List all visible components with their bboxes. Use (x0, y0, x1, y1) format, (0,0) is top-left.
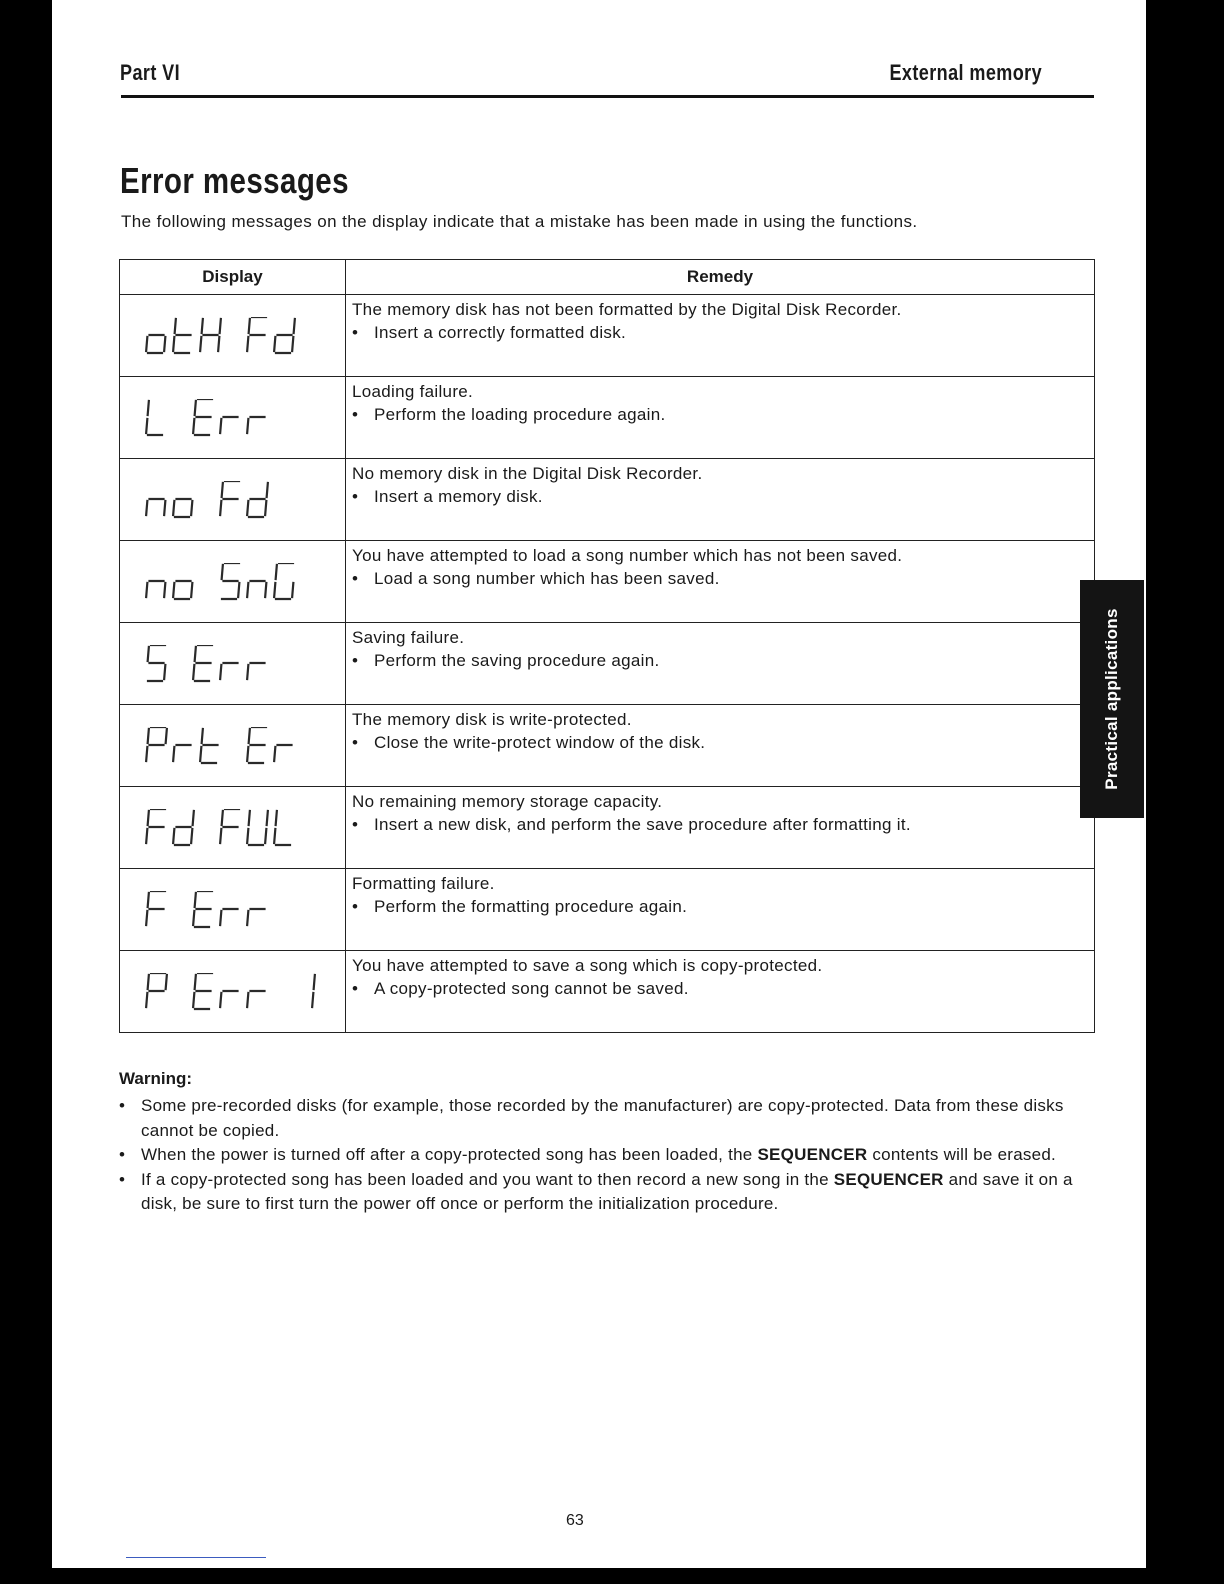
lcd-character (200, 729, 217, 763)
lcd-segment (193, 419, 194, 433)
lcd-segment (146, 993, 147, 1007)
lcd-character (146, 727, 167, 761)
remedy-action: • Close the write-protect window of the disk. (352, 731, 1094, 754)
lcd-segment (195, 647, 196, 661)
lcd-character (247, 417, 264, 433)
lcd-segment (193, 993, 194, 1007)
lcd-segment (247, 829, 248, 843)
side-tab-label: Practical applications (1102, 608, 1121, 790)
remedy-description: No memory disk in the Digital Disk Recorder. (352, 464, 703, 483)
lcd-character (220, 663, 237, 679)
lcd-character (220, 809, 239, 843)
lcd-display-readout (144, 973, 334, 1013)
lcd-segment (222, 483, 223, 497)
lcd-segment (220, 829, 221, 843)
remedy-cell (346, 705, 1095, 787)
section-side-tab (1080, 580, 1144, 818)
lcd-segment (222, 565, 223, 579)
lcd-segment (276, 811, 277, 825)
lcd-display-readout (144, 317, 334, 357)
lcd-segment (193, 911, 194, 925)
page-number: 63 (566, 1512, 584, 1529)
remedy-description: Formatting failure. (352, 874, 495, 893)
lcd-segment (146, 911, 147, 925)
lcd-display-readout (144, 645, 334, 685)
lcd-segment (265, 829, 266, 843)
lcd-segment (200, 747, 201, 761)
remedy-description: The memory disk has not been formatted by the Digital Disk Recorder. (352, 300, 902, 319)
table-row (120, 787, 1095, 869)
lcd-display-readout (144, 727, 334, 767)
lcd-character (220, 481, 239, 515)
lcd-segment (202, 319, 203, 333)
lcd-segment (312, 993, 313, 1007)
lcd-segment (193, 811, 194, 825)
lcd-segment (146, 583, 147, 597)
lcd-character (173, 581, 192, 599)
lcd-segment (292, 583, 293, 597)
lcd-segment (146, 337, 147, 351)
lcd-segment (148, 811, 149, 825)
table-row (120, 459, 1095, 541)
remedy-action: • A copy-protected song cannot be saved. (352, 977, 1094, 1000)
lcd-segment (220, 501, 221, 515)
keyword-sequencer: SEQUENCER (757, 1145, 868, 1164)
lcd-character (146, 335, 165, 353)
remedy-action: • Insert a memory disk. (352, 485, 1094, 508)
lcd-segment (294, 319, 295, 333)
lcd-segment (202, 729, 203, 743)
remedy-action: • Load a song number which has been saved. (352, 567, 1094, 590)
lcd-segment (148, 975, 149, 989)
display-cell (120, 459, 346, 541)
footer-line (126, 1557, 266, 1558)
lcd-character (312, 975, 315, 1007)
lcd-character (193, 973, 212, 1009)
lcd-character (274, 319, 295, 353)
remedy-action: • Insert a new disk, and perform the save procedure after formatting it. (352, 813, 1094, 836)
display-cell (120, 623, 346, 705)
lcd-segment (249, 729, 250, 743)
table-row (120, 623, 1095, 705)
lcd-segment (274, 747, 275, 761)
display-cell (120, 705, 346, 787)
lcd-segment (200, 337, 201, 351)
header-section: External memory (889, 60, 1042, 85)
lcd-character (173, 319, 190, 353)
header-part: Part VI (120, 60, 181, 85)
warning-list (119, 1094, 1099, 1217)
lcd-segment (166, 729, 167, 743)
remedy-cell (346, 295, 1095, 377)
lcd-segment (148, 893, 149, 907)
lcd-character (220, 909, 237, 925)
lcd-character (247, 811, 268, 845)
lcd-character (222, 563, 240, 599)
lcd-segment (195, 401, 196, 415)
remedy-cell (346, 459, 1095, 541)
lcd-character (193, 399, 212, 435)
display-cell (120, 541, 346, 623)
lcd-segment (249, 319, 250, 333)
remedy-cell (346, 787, 1095, 869)
lcd-segment (146, 419, 147, 433)
display-cell (120, 951, 346, 1033)
lcd-character (247, 663, 264, 679)
lcd-segment (274, 337, 275, 351)
lcd-character (247, 317, 266, 351)
error-table (119, 259, 1095, 1033)
remedy-action: • Perform the formatting procedure again. (352, 895, 1094, 918)
lcd-segment (148, 401, 149, 415)
remedy-cell (346, 377, 1095, 459)
lcd-character (247, 727, 266, 763)
lcd-segment (195, 975, 196, 989)
remedy-description: Loading failure. (352, 382, 474, 401)
manual-page (52, 0, 1146, 1568)
lcd-segment (193, 665, 194, 679)
lcd-character (146, 809, 165, 843)
lcd-segment (247, 993, 248, 1007)
lcd-segment (247, 337, 248, 351)
warning-item (119, 1094, 1099, 1143)
remedy-cell (346, 869, 1095, 951)
remedy-description: Saving failure. (352, 628, 465, 647)
lcd-display-readout (144, 563, 334, 603)
lcd-segment (220, 319, 221, 333)
display-cell (120, 295, 346, 377)
lcd-character (146, 973, 167, 1007)
lcd-character (247, 581, 266, 597)
lcd-character (193, 891, 212, 927)
table-row (120, 295, 1095, 377)
warning-item-text: If a copy-protected song has been loaded and you want to then record a new song in the (141, 1169, 834, 1189)
lcd-segment (191, 829, 192, 843)
remedy-cell (346, 623, 1095, 705)
lcd-segment (265, 501, 266, 515)
lcd-character (173, 499, 192, 517)
lcd-segment (173, 501, 174, 515)
lcd-segment (247, 665, 248, 679)
lcd-display-readout (144, 891, 334, 931)
intro-text: The following messages on the display indicate that a mistake has been made in using the functions. (121, 212, 918, 231)
remedy-action: • Insert a correctly formatted disk. (352, 321, 1094, 344)
lcd-segment (292, 337, 293, 351)
table-row (120, 705, 1095, 787)
lcd-segment (173, 583, 174, 597)
remedy-cell (346, 951, 1095, 1033)
lcd-segment (267, 483, 268, 497)
lcd-segment (247, 911, 248, 925)
warning-title: Warning: (119, 1069, 193, 1088)
lcd-segment (274, 583, 275, 597)
lcd-character (148, 645, 166, 681)
display-cell (120, 377, 346, 459)
lcd-segment (247, 583, 248, 597)
lcd-segment (220, 911, 221, 925)
lcd-character (173, 745, 190, 761)
lcd-segment (195, 893, 196, 907)
lcd-character (146, 891, 165, 925)
lcd-display-readout (144, 481, 334, 521)
lcd-character (274, 745, 291, 761)
lcd-character (146, 581, 165, 597)
lcd-character (247, 991, 264, 1007)
table-row (120, 541, 1095, 623)
warning-item-text: contents will be erased. (867, 1145, 1057, 1164)
lcd-segment (146, 829, 147, 843)
lcd-segment (220, 419, 221, 433)
remedy-action: • Perform the saving procedure again. (352, 649, 1094, 672)
keyword-sequencer: SEQUENCER (833, 1169, 944, 1189)
lcd-segment (164, 337, 165, 351)
warning-item (119, 1168, 1099, 1217)
lcd-segment (164, 501, 165, 515)
lcd-segment (191, 501, 192, 515)
remedy-description: No remaining memory storage capacity. (352, 792, 663, 811)
lcd-character (220, 991, 237, 1007)
lcd-segment (247, 501, 248, 515)
page-title: Error messages (120, 160, 349, 201)
lcd-display-readout (144, 809, 334, 849)
table-row (120, 951, 1095, 1033)
lcd-segment (146, 747, 147, 761)
lcd-character (274, 563, 293, 599)
header-rule (121, 95, 1094, 98)
lcd-segment (314, 975, 315, 989)
lcd-segment (222, 811, 223, 825)
lcd-character (220, 417, 237, 433)
lcd-segment (175, 319, 176, 333)
lcd-segment (247, 419, 248, 433)
lcd-segment (173, 747, 174, 761)
lcd-character (247, 483, 268, 517)
lcd-segment (146, 501, 147, 515)
warning-item-text: and save it on a disk, be sure to first turn the power off once or perform the initialization procedure. (141, 1169, 1073, 1213)
lcd-segment (173, 829, 174, 843)
display-cell (120, 787, 346, 869)
lcd-segment (220, 665, 221, 679)
lcd-segment (164, 583, 165, 597)
lcd-character (146, 401, 162, 435)
warning-item-text: Some pre-recorded disks (for example, those recorded by the manufacturer) are copy-protected. Data from these disks cannot be copied. (141, 1096, 1064, 1140)
remedy-description: The memory disk is write-protected. (352, 710, 632, 729)
table-header-row (120, 260, 1095, 295)
lcd-character (274, 811, 290, 845)
lcd-segment (148, 729, 149, 743)
remedy-description: You have attempted to load a song number which has not been saved. (352, 546, 903, 565)
lcd-segment (276, 565, 277, 579)
display-cell (120, 869, 346, 951)
table-row (120, 869, 1095, 951)
lcd-character (193, 645, 212, 681)
lcd-segment (249, 811, 250, 825)
lcd-segment (274, 829, 275, 843)
lcd-character (146, 499, 165, 515)
lcd-segment (191, 583, 192, 597)
lcd-segment (220, 993, 221, 1007)
lcd-character (247, 909, 264, 925)
lcd-segment (267, 811, 268, 825)
table-row (120, 377, 1095, 459)
lcd-segment (218, 337, 219, 351)
lcd-character (173, 811, 194, 845)
lcd-segment (265, 583, 266, 597)
lcd-segment (238, 583, 239, 597)
column-header-display: Display (120, 260, 346, 295)
warning-item (119, 1143, 1099, 1168)
column-header-remedy: Remedy (346, 260, 1095, 295)
lcd-display-readout (144, 399, 334, 439)
lcd-character (200, 319, 221, 351)
warning-item-text: When the power is turned off after a copy-protected song has been loaded, the (141, 1145, 758, 1164)
lcd-segment (148, 647, 149, 661)
lcd-segment (173, 337, 174, 351)
remedy-action: • Perform the loading procedure again. (352, 403, 1094, 426)
remedy-description: You have attempted to save a song which is copy-protected. (352, 956, 823, 975)
lcd-segment (164, 665, 165, 679)
lcd-segment (166, 975, 167, 989)
lcd-segment (247, 747, 248, 761)
remedy-cell (346, 541, 1095, 623)
